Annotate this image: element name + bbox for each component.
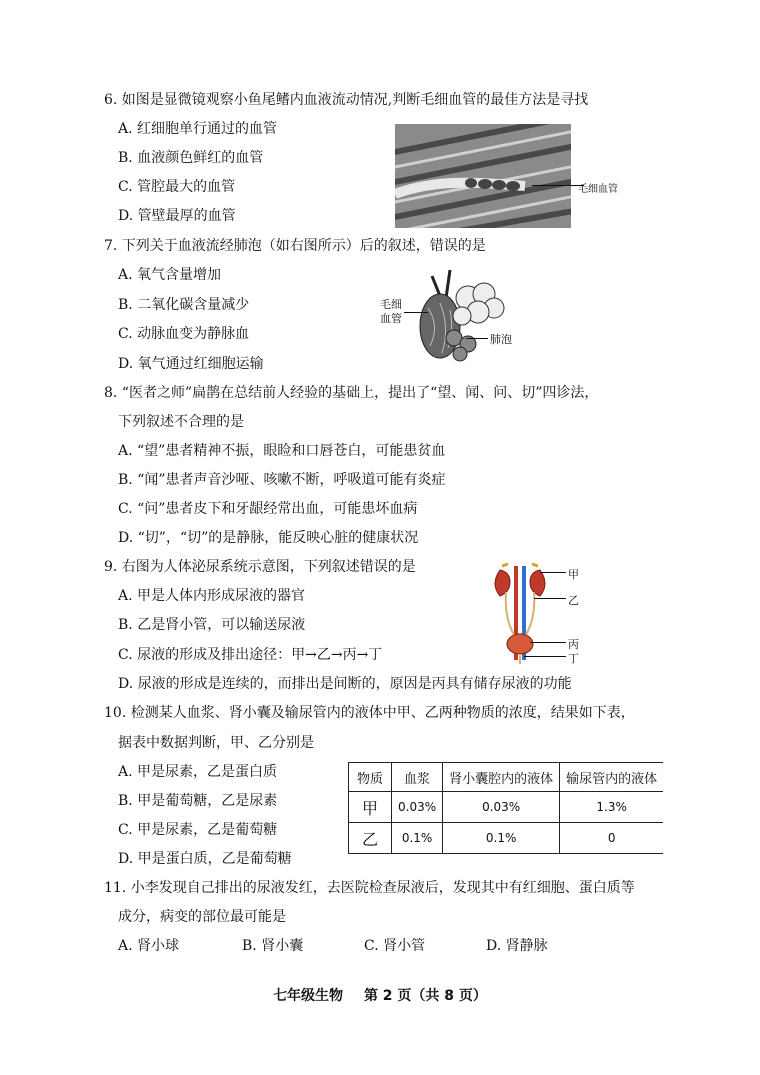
fish-tail-micrograph (395, 124, 575, 228)
concentration-table (348, 762, 663, 854)
row-substance: 乙 (349, 823, 392, 854)
q7-option-d: D. 氧气通过红细胞运输 (118, 356, 264, 372)
q9-option-c: C. 尿液的形成及排出途径：甲→乙→丙→丁 (118, 647, 383, 663)
q10-option-a: A. 甲是尿素，乙是蛋白质 (118, 764, 278, 780)
q10-option-d: D. 甲是蛋白质，乙是葡萄糖 (118, 851, 292, 867)
table-cell: 0.1% (392, 823, 443, 854)
urinary-system-diagram (488, 560, 564, 666)
question-11-stem-line1: 11. 小李发现自己排出的尿液发红，去医院检查尿液后，发现其中有红细胞、蛋白质等 (104, 880, 635, 896)
capillary-label-line2: 血管 (380, 312, 402, 325)
question-6-stem: 6. 如图是显微镜观察小鱼尾鳍内血液流动情况,判断毛细血管的最佳方法是寻找 (104, 92, 589, 108)
capillary-label-line1: 毛细 (380, 298, 402, 311)
q9-option-b: B. 乙是肾小管，可以输送尿液 (118, 617, 306, 633)
capillary-pointer-2 (404, 312, 428, 313)
question-10-stem-line1: 10. 检测某人血浆、肾小囊及输尿管内的液体中甲、乙两种物质的浓度，结果如下表， (104, 705, 635, 721)
question-8-stem-line1: 8. “医者之师”扁鹊在总结前人经验的基础上，提出了“望、闻、问、切”四诊法， (104, 385, 599, 401)
q6-option-c: C. 管腔最大的血管 (118, 179, 236, 195)
jia-pointer (540, 572, 566, 573)
yi-pointer (534, 598, 566, 599)
q11-option-b: B. 肾小囊 (242, 938, 304, 954)
alveoli-diagram (410, 268, 506, 368)
table-cell: 0.03% (392, 792, 443, 823)
bing-pointer (530, 642, 566, 643)
q6-option-d: D. 管壁最厚的血管 (118, 208, 236, 224)
q9-option-d: D. 尿液的形成是连续的，而排出是间断的，原因是丙具有储存尿液的功能 (118, 676, 572, 692)
table-cell: 0 (560, 823, 664, 854)
footer-page-number: 第 2 页（共 8 页） (363, 988, 487, 1004)
table-header-row (349, 763, 664, 792)
table-cell: 0.1% (443, 823, 560, 854)
row-substance: 甲 (349, 792, 392, 823)
question-11-stem-line2: 成分，病变的部位最可能是 (118, 909, 286, 925)
q10-option-c: C. 甲是尿素，乙是葡萄糖 (118, 822, 278, 838)
header-plasma: 血浆 (392, 763, 443, 792)
q6-option-b: B. 血液颜色鲜红的血管 (118, 150, 264, 166)
q9-option-a: A. 甲是人体内形成尿液的器官 (118, 588, 306, 604)
q8-option-b: B. “闻”患者声音沙哑、咳嗽不断，呼吸道可能有炎症 (118, 472, 446, 488)
footer-subject: 七年级生物 (273, 988, 344, 1004)
q8-option-a: A. “望”患者精神不振，眼睑和口唇苍白，可能患贫血 (118, 443, 446, 459)
table-row (349, 792, 664, 823)
header-capsule-fluid: 肾小囊腔内的液体 (443, 763, 560, 792)
alveolus-label: 肺泡 (490, 333, 512, 346)
q7-option-c: C. 动脉血变为静脉血 (118, 326, 250, 342)
label-ding: 丁 (568, 652, 579, 665)
question-9-stem: 9. 右图为人体泌尿系统示意图，下列叙述错误的是 (104, 559, 416, 575)
page-footer (0, 985, 760, 1005)
q11-option-c: C. 肾小管 (364, 938, 426, 954)
capillary-label: 毛细血管 (578, 184, 618, 195)
ding-pointer (524, 656, 566, 657)
q7-option-a: A. 氧气含量增加 (118, 267, 222, 283)
header-substance: 物质 (349, 763, 392, 792)
table-cell: 0.03% (443, 792, 560, 823)
q10-option-b: B. 甲是葡萄糖，乙是尿素 (118, 793, 278, 809)
label-bing: 丙 (568, 638, 579, 651)
alveolus-pointer (466, 338, 488, 339)
header-ureter-fluid: 输尿管内的液体 (560, 763, 664, 792)
table-row (349, 823, 664, 854)
label-yi: 乙 (568, 594, 579, 607)
question-7-stem: 7. 下列关于血液流经肺泡（如右图所示）后的叙述，错误的是 (104, 238, 486, 254)
question-10-stem-line2: 据表中数据判断，甲、乙分别是 (118, 735, 314, 751)
label-jia: 甲 (568, 568, 579, 581)
q8-option-d: D. “切”，“切”的是静脉，能反映心脏的健康状况 (118, 530, 419, 546)
capillary-pointer (532, 185, 584, 186)
q8-option-c: C. “问”患者皮下和牙龈经常出血，可能患坏血病 (118, 501, 418, 517)
q6-option-a: A. 红细胞单行通过的血管 (118, 121, 278, 137)
q7-option-b: B. 二氧化碳含量减少 (118, 297, 250, 313)
question-8-stem-line2: 下列叙述不合理的是 (118, 414, 244, 430)
q11-option-d: D. 肾静脉 (486, 938, 548, 954)
q11-option-a: A. 肾小球 (118, 938, 180, 954)
table-cell: 1.3% (560, 792, 664, 823)
